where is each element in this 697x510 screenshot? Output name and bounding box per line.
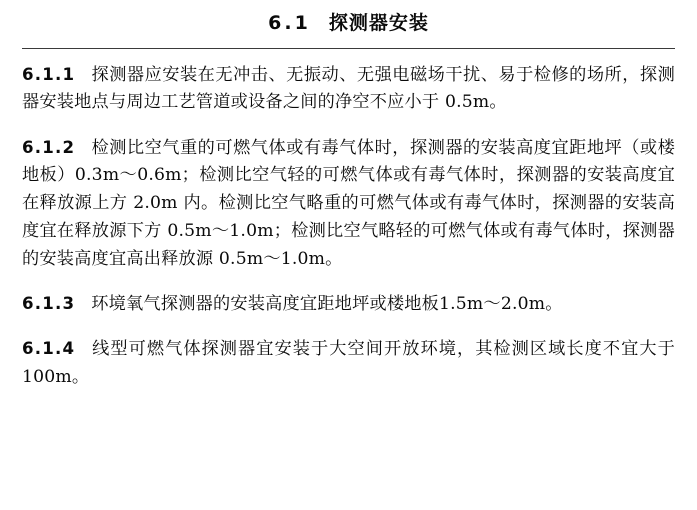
clause-label: 6.1.1	[22, 64, 76, 84]
clause-text: 检测比空气重的可燃气体或有毒气体时，探测器的安装高度宜距地坪（或楼地板）0.3m～0.6m；检测比空气轻的可燃气体或有毒气体时，探测器的安装高度宜在释放源上方 2.0m 内。检测比空气略重的可燃气体或有毒气体时，探测器的安装高度宜在释放源下方 0.5m～1.0m；检测比空气略轻的可燃气体或有毒气体时，探测器的安装高度宜高出释放源 0.5m～1.0m。	[22, 137, 675, 269]
clause-label: 6.1.3	[22, 293, 76, 313]
clause-6-1-2	[22, 135, 675, 274]
clause-6-1-4	[22, 336, 675, 392]
section-title-text: 探测器安装	[328, 12, 429, 34]
document-page	[0, 10, 697, 510]
clause-label: 6.1.4	[22, 339, 76, 359]
clause-label: 6.1.2	[22, 137, 76, 157]
section-number: 6.1	[268, 12, 311, 34]
clause-6-1-3	[22, 291, 675, 319]
clause-text: 线型可燃气体探测器宜安装于大空间开放环境，其检测区域长度不宜大于 100m。	[22, 339, 675, 387]
clause-text: 环境氧气探测器的安装高度宜距地坪或楼地板1.5m～2.0m。	[91, 293, 563, 314]
clause-6-1-1	[22, 62, 675, 118]
header-divider	[22, 48, 675, 49]
page-title	[22, 10, 675, 37]
clause-text: 探测器应安装在无冲击、无振动、无强电磁场干扰、易于检修的场所，探测器安装地点与周边工艺管道或设备之间的净空不应小于 0.5m。	[22, 64, 675, 113]
